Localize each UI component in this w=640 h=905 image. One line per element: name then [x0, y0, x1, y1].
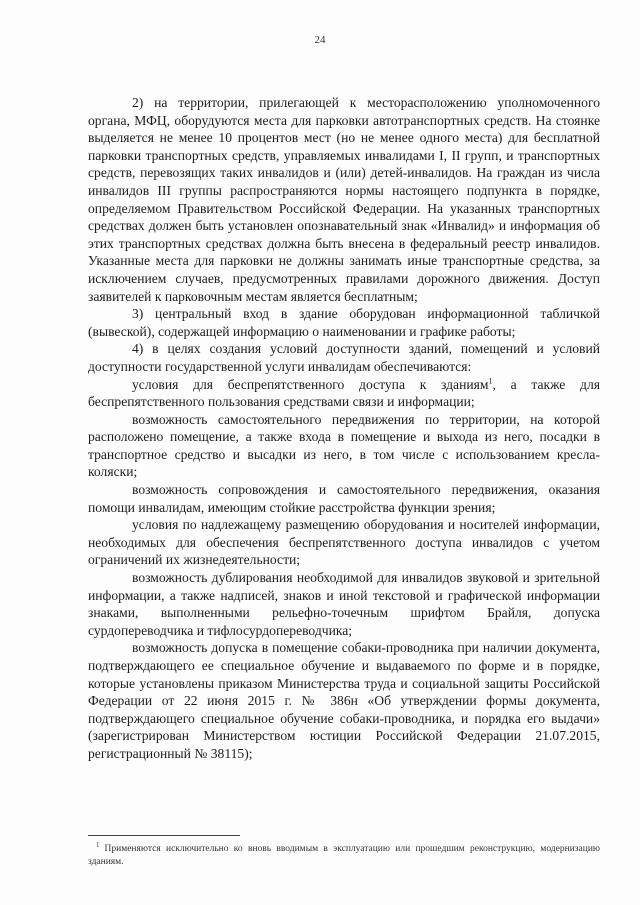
building-access-text: условия для беспрепятственного доступа к зданиям [132, 376, 489, 392]
paragraph-accessibility-intro: 4) в целях создания условий доступности зданий, помещений и условий доступности государственной услуги инвалидам обеспечиваются: [88, 341, 600, 374]
document-body [88, 94, 600, 763]
list-item-escort: возможность сопровождения и самостоятельного передвижения, оказания помощи инвалидам, имеющим стойкие расстройства функции зрения; [88, 482, 600, 515]
footnote-text: Применяются исключительно ко вновь вводимым в эксплуатацию или прошедшим реконструкцию, модернизацию зданиям. [88, 844, 600, 867]
footnote-separator [88, 835, 240, 836]
list-item-duplication: возможность дублирования необходимой для инвалидов звуковой и зрительной информации, а также надписей, знаков и иной текстовой и графической информации знаками, выполненными рельефно-точечным шрифтом Брайля, допуска сурдопереводчика и тифлосурдопереводчика; [88, 570, 600, 638]
building-access-text-cont: , а также для беспрепятственного пользования средствами связи и информации; [88, 376, 600, 410]
list-item-building-access [88, 376, 600, 411]
footnote-reference: 1 [488, 375, 493, 385]
page-number: 24 [314, 34, 326, 46]
footnote-marker: 1 [96, 840, 100, 849]
list-item-guide-dog: возможность допуска в помещение собаки-проводника при наличии документа, подтверждающего ее специальное обучение и выдаваемого по форме и в порядке, которые установлены приказом Министерства труда и социальной защиты Российской Федерации от 22 июня 2015 г. № 386н «Об утверждении формы документа, подтверждающего специальное обучение собаки-проводника, и порядка его выдачи» (зарегистрирован Министерством юстиции Российской Федерации 21.07.2015, регистрационный № 38115); [88, 640, 600, 761]
list-item-equipment: условия по надлежащему размещению оборудования и носителей информации, необходимых для обеспечения беспрепятственного доступа инвалидов с учетом ограничений их жизнедеятельности; [88, 517, 600, 568]
paragraph-parking: 2) на территории, прилегающей к месторасположению уполномоченного органа, МФЦ, оборудуются места для парковки автотранспортных средств. На стоянке выделяется не менее 10 процентов мест (но не менее одного места) для бесплатной парковки транспортных средств, управляемых инвалидами I, II групп, и транспортных средств, перевозящих таких инвалидов и (или) детей-инвалидов. На граждан из числа инвалидов III группы распространяются нормы настоящего подпункта в порядке, определяемом Правительством Российской Федерации. На указанных транспортных средствах должен быть установлен опознавательный знак «Инвалид» и информация об этих транспортных средствах должна быть внесена в федеральный реестр инвалидов. Указанные места для парковки не должны занимать иные транспортные средства, за исключением случаев, предусмотренных правилами дорожного движения. Доступ заявителей к парковочным местам является бесплатным; [88, 95, 600, 304]
footnote [88, 840, 600, 869]
paragraph-entrance: 3) центральный вход в здание оборудован информационной табличкой (вывеской), содержащей информацию о наименовании и графике работы; [88, 306, 600, 339]
list-item-movement: возможность самостоятельного передвижения по территории, на которой расположено помещение, а также входа в помещение и выхода из него, посадки в транспортное средство и высадки из него, в том числе с использованием кресла- коляски; [88, 411, 600, 480]
